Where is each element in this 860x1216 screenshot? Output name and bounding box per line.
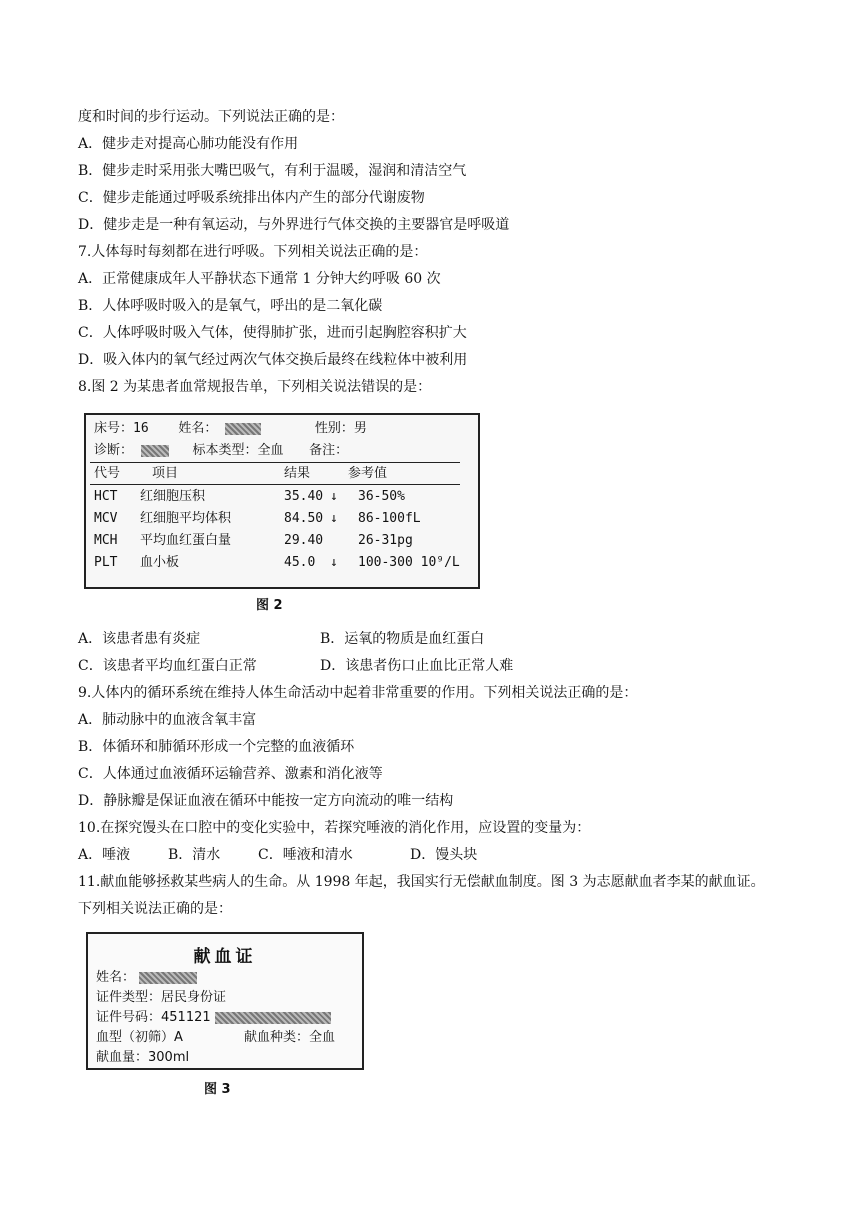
q8-option-b: B．运氧的物质是血红蛋白	[320, 631, 485, 647]
note-label: 备注：	[309, 443, 349, 458]
row-code: PLT	[94, 555, 118, 570]
q8-option-c: C．该患者平均血红蛋白正常	[78, 658, 257, 674]
redacted-id-number	[215, 1012, 331, 1024]
down-arrow-icon: ↓	[330, 555, 338, 570]
q9-option-b: B．体循环和肺循环形成一个完整的血液循环	[78, 739, 355, 755]
col-item-header: 项目	[152, 466, 179, 481]
q6-option-a: A．健步走对提高心肺功能没有作用	[78, 136, 299, 152]
row-code: HCT	[94, 489, 118, 504]
row-ref: 36-50%	[358, 489, 405, 504]
q6-option-d: D．健步走是一种有氧运动，与外界进行气体交换的主要器官是呼吸道	[78, 217, 510, 233]
row-item: 红细胞平均体积	[140, 511, 232, 526]
row-result: 35.40	[284, 489, 324, 504]
q10-stem: 10.在探究馒头在口腔中的变化实验中，若探究唾液的消化作用，应设置的变量为：	[78, 820, 591, 836]
q8-option-a: A．该患者患有炎症	[78, 631, 201, 647]
col-code-header: 代号	[94, 466, 121, 481]
q9-option-a: A．肺动脉中的血液含氧丰富	[78, 712, 257, 728]
q9-option-c: C．人体通过血液循环运输营养、激素和消化液等	[78, 766, 383, 782]
q6-option-b: B．健步走时采用张大嘴巴吸气，有利于温暖，湿润和清洁空气	[78, 163, 467, 179]
q8-stem: 8.图 2 为某患者血常规报告单，下列相关说法错误的是：	[78, 379, 432, 395]
figure-2-caption: 图 2	[256, 598, 283, 613]
q6-option-c: C．健步走能通过呼吸系统排出体内产生的部分代谢废物	[78, 190, 425, 206]
figure-3-caption: 图 3	[204, 1082, 231, 1097]
q9-option-d: D．静脉瓣是保证血液在循环中能按一定方向流动的唯一结构	[78, 793, 454, 809]
blood-type: 血型（初筛）A	[96, 1030, 183, 1045]
row-item: 红细胞压积	[140, 489, 206, 504]
q8-option-d: D．该患者伤口止血比正常人难	[320, 658, 514, 674]
row-code: MCH	[94, 533, 118, 548]
donor-name-label: 姓名：	[96, 970, 136, 985]
donation-amount: 献血量：300ml	[96, 1050, 190, 1065]
redacted-diagnosis	[141, 445, 169, 457]
redacted-name	[225, 423, 261, 435]
down-arrow-icon: ↓	[330, 489, 338, 504]
sex-label: 性别：男	[314, 421, 367, 436]
blood-donation-certificate	[86, 932, 364, 1070]
row-item: 血小板	[140, 555, 180, 570]
row-result: 29.40	[284, 533, 324, 548]
blood-report-figure	[84, 413, 480, 589]
q10-option-b: B．清水	[168, 847, 221, 863]
q7-stem: 7.人体每时每刻都在进行呼吸。下列相关说法正确的是：	[78, 244, 428, 260]
q7-option-d: D．吸入体内的氧气经过两次气体交换后最终在线粒体中被利用	[78, 352, 468, 368]
down-arrow-icon: ↓	[330, 511, 338, 526]
row-result: 45.0	[284, 555, 316, 570]
row-result: 84.50	[284, 511, 324, 526]
col-ref-header: 参考值	[348, 466, 388, 481]
id-type: 证件类型：居民身份证	[96, 990, 227, 1005]
row-item: 平均血红蛋白量	[140, 533, 232, 548]
diagnosis-label: 诊断：	[94, 443, 134, 458]
row-ref: 86-100fL	[358, 511, 421, 526]
q7-option-c: C．人体呼吸时吸入气体，使得肺扩张，进而引起胸腔容积扩大	[78, 325, 467, 341]
q6-stem-tail: 度和时间的步行运动。下列说法正确的是：	[78, 109, 344, 125]
q10-option-a: A．唾液	[78, 847, 131, 863]
sample-type-label: 标本类型：全血	[192, 443, 284, 458]
row-ref: 100-300 10⁹/L	[358, 555, 460, 570]
patient-name-label: 姓名：	[178, 421, 218, 436]
q11-stem-line2: 下列相关说法正确的是：	[78, 901, 232, 917]
id-number: 证件号码：451121	[96, 1010, 211, 1025]
header-top-rule	[90, 462, 460, 463]
q10-option-d: D．馒头块	[410, 847, 478, 863]
row-ref: 26-31pg	[358, 533, 413, 548]
donation-kind: 献血种类：全血	[244, 1030, 336, 1045]
col-result-header: 结果	[284, 466, 311, 481]
redacted-donor-name	[139, 972, 197, 984]
row-code: MCV	[94, 511, 118, 526]
q11-stem-line1: 11.献血能够拯救某些病人的生命。从 1998 年起，我国实行无偿献血制度。图 3 为志愿献血者李某的献血证。	[78, 874, 765, 890]
q9-stem: 9.人体内的循环系统在维持人体生命活动中起着非常重要的作用。下列相关说法正确的是：	[78, 685, 638, 701]
q7-option-b: B．人体呼吸时吸入的是氧气，呼出的是二氧化碳	[78, 298, 383, 314]
q10-option-c: C．唾液和清水	[258, 847, 353, 863]
bed-number: 床号：16	[94, 421, 149, 436]
certificate-title: 献血证	[193, 947, 257, 967]
header-bottom-rule	[90, 484, 460, 485]
q7-option-a: A．正常健康成年人平静状态下通常 1 分钟大约呼吸 60 次	[78, 271, 441, 287]
